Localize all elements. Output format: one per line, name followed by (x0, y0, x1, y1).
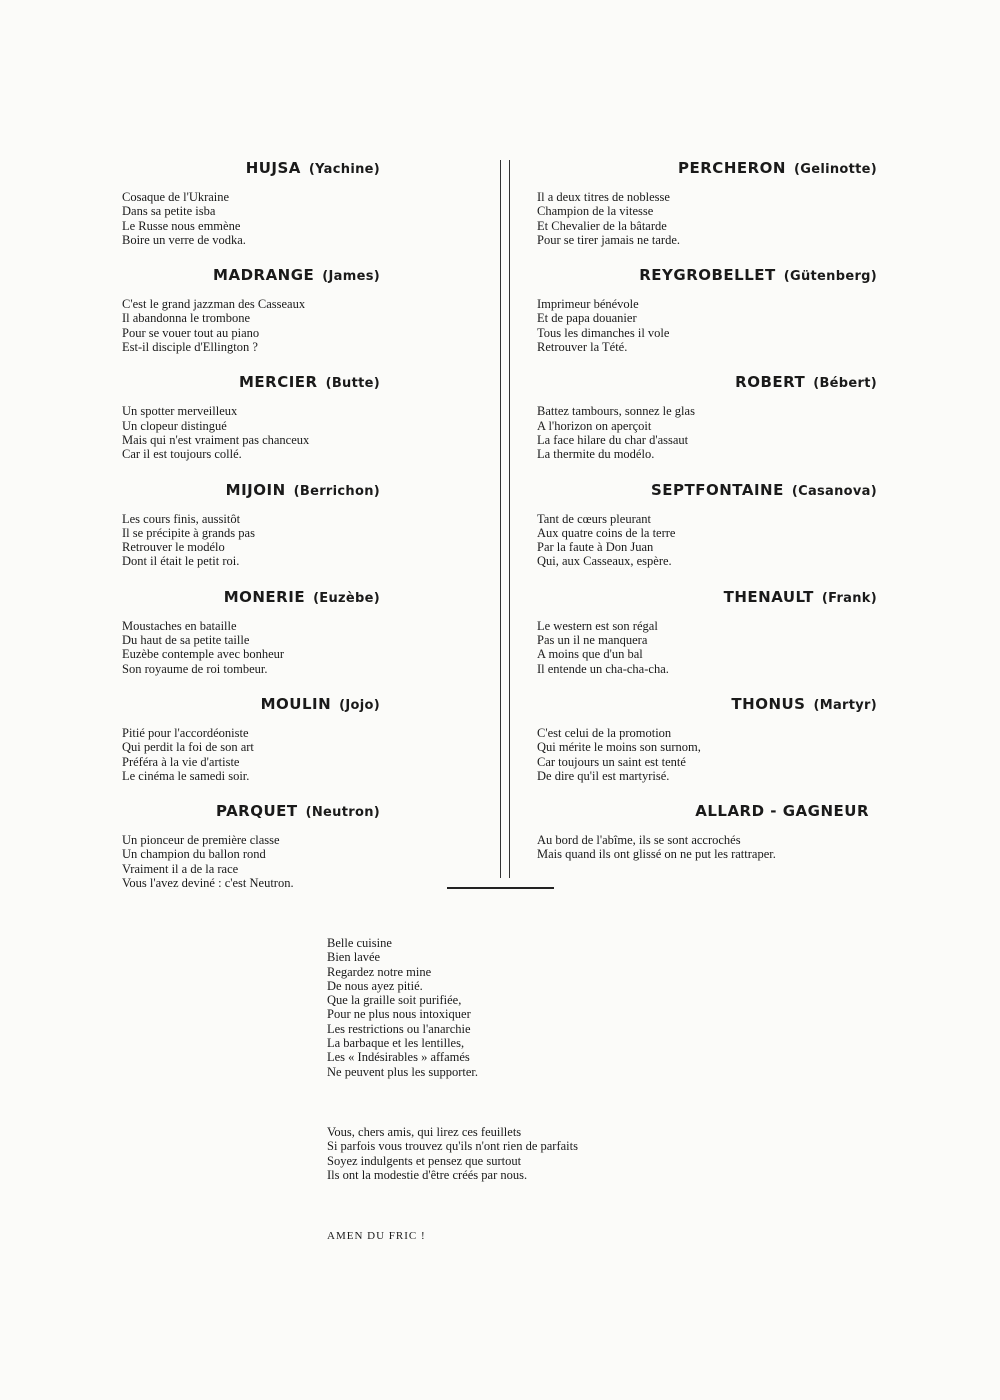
verse-line: Dont il était le petit roi. (122, 554, 240, 569)
verse-line: Le western est son régal (537, 618, 658, 633)
verse-line: Aux quatre coins de la terre (537, 525, 676, 540)
poem-line: La barbaque et les lentilles, (327, 1036, 465, 1051)
entry-heading (527, 372, 877, 392)
entry-heading (110, 587, 380, 607)
student-entry (110, 265, 380, 354)
surname: MADRANGE (213, 266, 315, 285)
verse-line: Pour se vouer tout au piano (122, 325, 260, 340)
nickname: (Jojo) (339, 697, 380, 713)
verse (537, 190, 877, 247)
entry-heading (527, 158, 877, 178)
verse (122, 512, 380, 569)
verse (122, 404, 380, 461)
poem-line: Vous, chers amis, qui lirez ces feuillets (327, 1125, 522, 1139)
verse-line: Au bord de l'abîme, ils se sont accrochés (537, 833, 741, 848)
entry-heading (527, 694, 877, 714)
student-entry (527, 694, 877, 783)
nickname: (Martyr) (813, 697, 877, 713)
nickname: (Neutron) (305, 805, 380, 821)
nickname: (Yachine) (308, 162, 380, 177)
student-entry (527, 158, 877, 247)
verse (537, 726, 877, 783)
verse-line: Pitié pour l'accordéoniste (122, 725, 249, 740)
student-entry (110, 480, 380, 569)
verse-line: Retrouver la Tété. (537, 340, 628, 355)
verse-line: Dans sa petite isba (122, 204, 216, 219)
verse-line: A l'horizon on aperçoit (537, 418, 652, 433)
surname: PARQUET (215, 802, 298, 821)
entry-heading (110, 801, 380, 821)
nickname: (Butte) (325, 376, 380, 392)
verse-line: Qui, aux Casseaux, espère. (537, 554, 672, 569)
poem-line: Si parfois vous trouvez qu'ils n'ont rien de parfaits (327, 1139, 578, 1154)
verse-line: A moins que d'un bal (537, 647, 643, 662)
verse-line: Cosaque de l'Ukraine (122, 190, 230, 204)
verse (537, 833, 877, 862)
nickname: (Gelinotte) (793, 162, 877, 177)
entry-heading (527, 265, 877, 285)
student-entry (527, 265, 877, 354)
nickname: (Frank) (821, 590, 877, 606)
surname: ALLARD - GAGNEUR (695, 802, 869, 821)
surname: THENAULT (723, 587, 814, 606)
entry-heading (527, 587, 877, 607)
left-column (110, 158, 380, 890)
student-entry (527, 372, 877, 461)
entry-heading (527, 801, 877, 821)
verse (537, 512, 877, 569)
verse (537, 404, 877, 461)
verse-line: Un spotter merveilleux (122, 404, 238, 419)
verse-line: C'est celui de la promotion (537, 725, 672, 740)
surname: MOULIN (260, 694, 332, 713)
poem-line: Pour ne plus nous intoxiquer (327, 1007, 471, 1022)
surname: REYGROBELLET (639, 266, 776, 285)
poem-line: Ils ont la modestie d'être créés par nous. (327, 1167, 528, 1182)
verse (122, 833, 380, 890)
verse-line: Les cours finis, aussitôt (122, 511, 241, 526)
verse-line: Un champion du ballon rond (122, 847, 266, 862)
verse-line: Boire un verre de vodka. (122, 232, 246, 247)
student-entry (110, 372, 380, 461)
student-entry (110, 587, 380, 676)
verse-line: Et de papa douanier (537, 311, 637, 326)
poem-line: Que la graille soit purifiée, (327, 993, 462, 1008)
closing-line: AMEN DU FRIC ! (327, 1230, 426, 1242)
verse-line: Le Russe nous emmène (122, 218, 241, 233)
verse-line: Car il est toujours collé. (122, 447, 242, 462)
verse (537, 297, 877, 354)
verse-line: Car toujours un saint est tenté (537, 754, 686, 769)
student-entry (110, 801, 380, 890)
verse-line: Qui mérite le moins son surnom, (537, 740, 701, 755)
poem-line: Soyez indulgents et pensez que surtout (327, 1153, 522, 1168)
section-rule (447, 887, 554, 889)
poem-line: De nous ayez pitié. (327, 978, 423, 993)
verse-line: Son royaume de roi tombeur. (122, 661, 268, 676)
nickname: (Euzèbe) (313, 590, 380, 606)
verse-line: Le cinéma le samedi soir. (122, 768, 250, 783)
poem-line: Bien lavée (327, 950, 381, 965)
verse-line: Tous les dimanches il vole (537, 325, 670, 340)
surname: HUJSA (245, 159, 301, 177)
verse-line: La thermite du modélo. (537, 447, 655, 462)
verse-line: Un pionceur de première classe (122, 833, 280, 848)
surname: PERCHERON (678, 159, 786, 177)
verse-line: Un clopeur distingué (122, 418, 227, 433)
verse-line: Retrouver le modélo (122, 540, 225, 555)
right-column (527, 158, 877, 862)
surname: MONERIE (223, 587, 306, 606)
entry-heading (527, 480, 877, 500)
kitchen-poem (327, 936, 478, 1079)
verse-line: Il a deux titres de noblesse (537, 190, 670, 204)
nickname: (Bébert) (813, 376, 877, 392)
poem-line: Ne peuvent plus les supporter. (327, 1064, 479, 1079)
verse-line: Mais qui n'est vraiment pas chanceux (122, 432, 310, 447)
surname: ROBERT (735, 373, 806, 392)
surname: SEPTFONTAINE (650, 480, 784, 499)
nickname: (James) (322, 269, 380, 285)
entry-heading (110, 694, 380, 714)
verse-line: Il se précipite à grands pas (122, 525, 255, 540)
verse (122, 297, 380, 354)
student-entry (110, 694, 380, 783)
surname: THONUS (731, 694, 806, 713)
verse-line: De dire qu'il est martyrisé. (537, 768, 670, 783)
surname: MERCIER (238, 373, 318, 392)
verse-line: Par la faute à Don Juan (537, 540, 654, 555)
student-entry (110, 158, 380, 247)
verse-line: Moustaches en bataille (122, 618, 237, 633)
poem-line: Belle cuisine (327, 936, 392, 950)
nickname: (Casanova) (791, 483, 877, 499)
verse-line: Il entende un cha-cha-cha. (537, 661, 669, 676)
verse-line: Qui perdit la foi de son art (122, 740, 254, 755)
student-entry (527, 480, 877, 569)
poem-line: Regardez notre mine (327, 964, 432, 979)
surname: MIJOIN (225, 480, 286, 499)
verse-line: Du haut de sa petite taille (122, 633, 250, 648)
verse-line: Il abandonna le trombone (122, 311, 251, 326)
verse-line: La face hilare du char d'assaut (537, 432, 689, 447)
verse-line: Pour se tirer jamais ne tarde. (537, 232, 681, 247)
verse (122, 619, 380, 676)
entry-heading (110, 372, 380, 392)
verse-line: Pas un il ne manquera (537, 633, 648, 648)
poem-line: Les restrictions ou l'anarchie (327, 1021, 471, 1036)
verse (122, 190, 380, 247)
verse-line: C'est le grand jazzman des Casseaux (122, 297, 306, 312)
verse-line: Champion de la vitesse (537, 204, 654, 219)
verse-line: Vous l'avez deviné : c'est Neutron. (122, 876, 294, 891)
verse-line: Et Chevalier de la bâtarde (537, 218, 667, 233)
column-divider (500, 160, 510, 878)
verse-line: Imprimeur bénévole (537, 297, 639, 312)
student-entry (527, 801, 877, 862)
student-entry (527, 587, 877, 676)
closing-poem (327, 1125, 578, 1182)
verse-line: Préféra à la vie d'artiste (122, 754, 240, 769)
verse-line: Mais quand ils ont glissé on ne put les rattraper. (537, 847, 776, 862)
entry-heading (110, 265, 380, 285)
entry-heading (110, 480, 380, 500)
verse-line: Est-il disciple d'Ellington ? (122, 340, 258, 355)
poem-line: Les « Indésirables » affamés (327, 1050, 470, 1065)
verse-line: Vraiment il a de la race (122, 861, 239, 876)
nickname: (Berrichon) (293, 483, 380, 499)
entry-heading (110, 158, 380, 178)
verse-line: Tant de cœurs pleurant (537, 511, 652, 526)
verse (122, 726, 380, 783)
verse-line: Euzèbe contemple avec bonheur (122, 647, 285, 662)
nickname: (Gütenberg) (783, 269, 877, 285)
verse (537, 619, 877, 676)
verse-line: Battez tambours, sonnez le glas (537, 404, 695, 419)
